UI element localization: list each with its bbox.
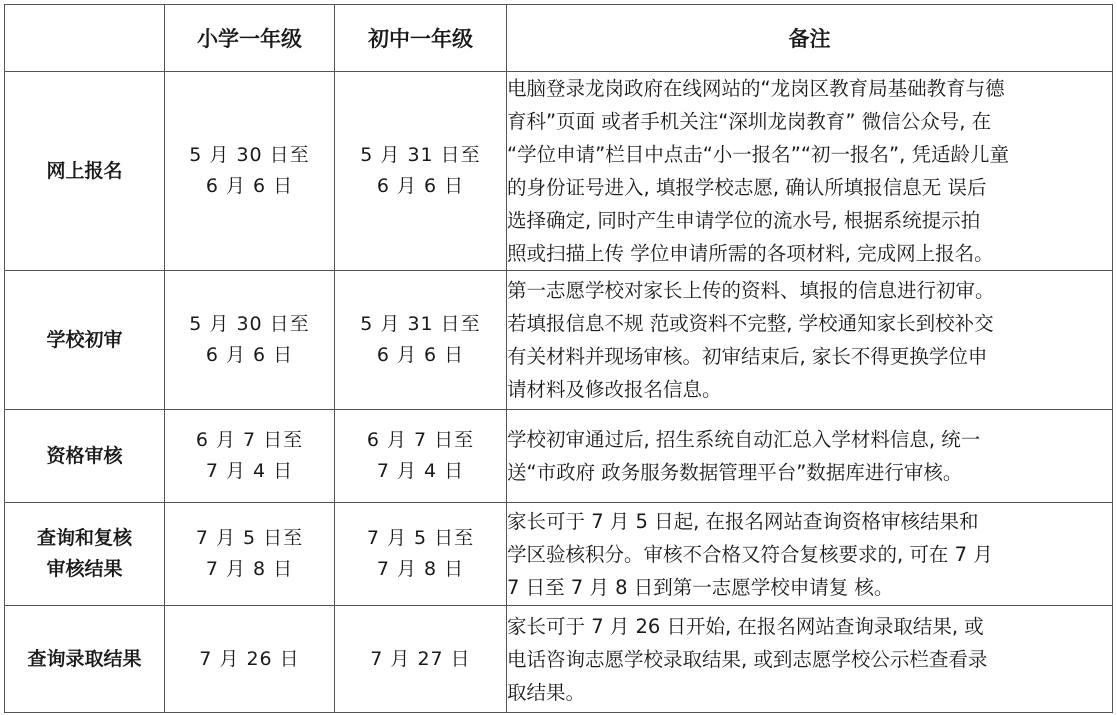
enrollment-schedule-table <box>4 4 1113 713</box>
primary-date-cell <box>165 503 335 606</box>
primary-date-cell <box>165 72 335 271</box>
primary-date-cell <box>165 410 335 503</box>
stage-cell <box>5 503 165 606</box>
remarks-cell <box>507 410 1113 503</box>
primary-date-cell-line: 6 月 6 日 <box>205 344 294 366</box>
remarks-cell-line: 电话咨询志愿学校录取结果, 或到志愿学校公示栏查看录 <box>507 647 988 671</box>
remarks-cell-line: 学校初审通过后, 招生系统自动汇总入学材料信息, 统一 <box>507 428 981 451</box>
stage-cell <box>5 606 165 713</box>
junior-date-cell <box>335 271 507 410</box>
table-row <box>5 503 1113 606</box>
junior-date-cell <box>335 72 507 271</box>
primary-date-cell-line: 5 月 30 日至 <box>189 313 310 335</box>
header-primary-grade1: 小学一年级 <box>165 5 335 72</box>
stage-cell-line: 查询和复核 <box>36 527 132 549</box>
junior-date-cell-line: 5 月 31 日至 <box>360 144 481 166</box>
junior-date-cell-line: 7 月 27 日 <box>370 647 471 670</box>
primary-date-cell-line: 6 月 6 日 <box>205 175 294 197</box>
stage-cell-line: 网上报名 <box>46 159 123 182</box>
table-row <box>5 271 1113 410</box>
stage-cell-line: 审核结果 <box>46 558 123 580</box>
junior-date-cell <box>335 503 507 606</box>
header-junior-grade1: 初中一年级 <box>335 5 507 72</box>
remarks-cell-line: 7 日至 7 月 8 日到第一志愿学校申请复 核。 <box>507 575 894 599</box>
stage-cell <box>5 410 165 503</box>
remarks-cell-line: 选择确定, 同时产生申请学位的流水号, 根据系统提示拍 <box>507 209 981 232</box>
remarks-cell-line: 育科”页面 或者手机关注“深圳龙岗教育” 微信公众号, 在 <box>507 110 992 133</box>
header-stage <box>5 5 165 72</box>
junior-date-cell-line: 6 月 6 日 <box>376 175 465 197</box>
remarks-cell-line: 家长可于 7 月 5 日起, 在报名网站查询资格审核结果和 <box>507 509 979 533</box>
table-row <box>5 72 1113 271</box>
remarks-cell-line: 学区验核积分。审核不合格又符合复核要求的, 可在 7 月 <box>507 542 993 566</box>
junior-date-cell-line: 6 月 7 日至 <box>366 429 475 451</box>
remarks-cell-line: 家长可于 7 月 26 日开始, 在报名网站查询录取结果, 或 <box>507 614 984 638</box>
remarks-cell-line: 若填报信息不规 范或资料不完整, 学校通知家长到校补交 <box>507 312 994 335</box>
primary-date-cell-line: 7 月 26 日 <box>199 647 300 670</box>
header-remarks: 备注 <box>507 5 1113 72</box>
stage-cell-line: 查询录取结果 <box>27 647 142 670</box>
junior-date-cell <box>335 606 507 713</box>
remarks-cell-line: 照或扫描上传 学位申请所需的各项材料, 完成网上报名。 <box>507 242 994 265</box>
stage-cell <box>5 271 165 410</box>
remarks-cell-line: 电脑登录龙岗政府在线网站的“龙岗区教育局基础教育与德 <box>507 77 1005 100</box>
junior-date-cell-line: 6 月 6 日 <box>376 344 465 366</box>
primary-date-cell-line: 7 月 8 日 <box>205 558 294 580</box>
remarks-cell <box>507 271 1113 410</box>
primary-date-cell-line: 7 月 4 日 <box>205 460 294 482</box>
remarks-cell-line: 取结果。 <box>507 680 586 704</box>
remarks-cell-line: 送“市政府 政务服务数据管理平台”数据库进行审核。 <box>507 461 963 484</box>
junior-date-cell-line: 7 月 5 日至 <box>366 527 475 549</box>
remarks-cell-line: 第一志愿学校对家长上传的资料、填报的信息进行初审。 <box>507 279 995 302</box>
stage-cell-line: 资格审核 <box>46 444 123 467</box>
primary-date-cell <box>165 606 335 713</box>
remarks-cell <box>507 72 1113 271</box>
primary-date-cell-line: 5 月 30 日至 <box>189 144 310 166</box>
junior-date-cell-line: 5 月 31 日至 <box>360 313 481 335</box>
remarks-cell-line: 有关材料并现场审核。初审结束后, 家长不得更换学位申 <box>507 345 988 368</box>
stage-cell-line: 学校初审 <box>46 328 123 351</box>
junior-date-cell-line: 7 月 4 日 <box>376 460 465 482</box>
remarks-cell-line: “学位申请”栏目中点击“小一报名”“初一报名”, 凭适龄儿童 <box>507 143 1010 166</box>
table-row <box>5 410 1113 503</box>
remarks-cell <box>507 606 1113 713</box>
primary-date-cell-line: 7 月 5 日至 <box>195 527 304 549</box>
stage-cell <box>5 72 165 271</box>
primary-date-cell <box>165 271 335 410</box>
table-header-row <box>5 5 1113 72</box>
remarks-cell <box>507 503 1113 606</box>
remarks-cell-line: 的身份证号进入, 填报学校志愿, 确认所填报信息无 误后 <box>507 176 987 199</box>
remarks-cell-line: 请材料及修改报名信息。 <box>507 378 722 401</box>
junior-date-cell <box>335 410 507 503</box>
primary-date-cell-line: 6 月 7 日至 <box>195 429 304 451</box>
table-row <box>5 606 1113 713</box>
junior-date-cell-line: 7 月 8 日 <box>376 558 465 580</box>
